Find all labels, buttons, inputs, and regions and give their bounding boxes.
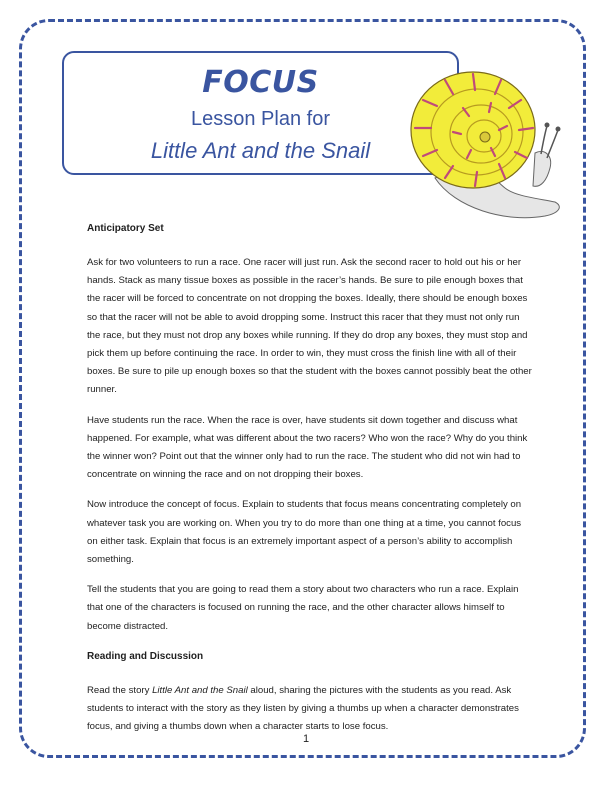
eyestalk-left: [541, 126, 547, 154]
section-heading-reading-and-discussion: Reading and Discussion: [87, 650, 204, 662]
paragraph-intro: Read the story: [87, 684, 150, 696]
snail-illustration: [395, 48, 570, 228]
paragraph: Ask for two volunteers to run a race. One racer will just run. Ask the second racer to hold out his or her hands. Stack as many tissue boxes as possible in the racer’s hands. Be sure to pile enough boxes that the racer will be forced to concentrate on not dropping the boxes. Ideally, there should be enough boxes so that the racer will not be able to avoid dropping some. Instruct this racer that they must not only run the race, but they must not drop any boxes while running. If they do drop any boxes, they must stop and pick them up before continuing the race. In order to win, they must cross the finish line with all of their boxes. Be sure to pile up enough boxes so that the student with the boxes cannot possibly beat the other runner.: [87, 257, 532, 396]
section-heading-anticipatory-set: Anticipatory Set: [87, 223, 164, 234]
paragraph-rest: aloud, sharing the pictures with the students as you read. Ask students to interact with the story as they listen by giving a thumbs up when a character demonstrates focus, and giving a thumbs down when a character starts to lose focus.: [87, 684, 519, 733]
paragraph: Have students run the race. When the race is over, have students sit down together and discuss what happened. For example, what was different about the two racers? Who won the race? Why do you think the winner won? Point out that the winner only had to run the race. The student who did not win had to concentrate on winning the race and on not dropping their boxes.: [87, 414, 528, 481]
lesson-content: [87, 220, 532, 748]
book-reference: Little Ant and the Snail: [152, 684, 248, 696]
paragraph: [87, 682, 532, 737]
subtitle: Lesson Plan for: [191, 108, 330, 130]
paragraph: Now introduce the concept of focus. Explain to students that focus means concentrating completely on whatever task you are working on. When you try to do more than one thing at a time, you cannot focus on either task. Explain that focus is an extremely important aspect of a person’s ability to accomplish something.: [87, 499, 522, 566]
page-title: FOCUS: [202, 65, 319, 100]
page-number: 1: [302, 733, 310, 745]
eyestalk-right: [547, 130, 558, 158]
book-title: Little Ant and the Snail: [150, 138, 371, 163]
paragraph: Tell the students that you are going to read them a story about two characters who run a race. Explain that one of the characters is focused on running the race, and the other character allows himself to become distracted.: [87, 584, 519, 632]
